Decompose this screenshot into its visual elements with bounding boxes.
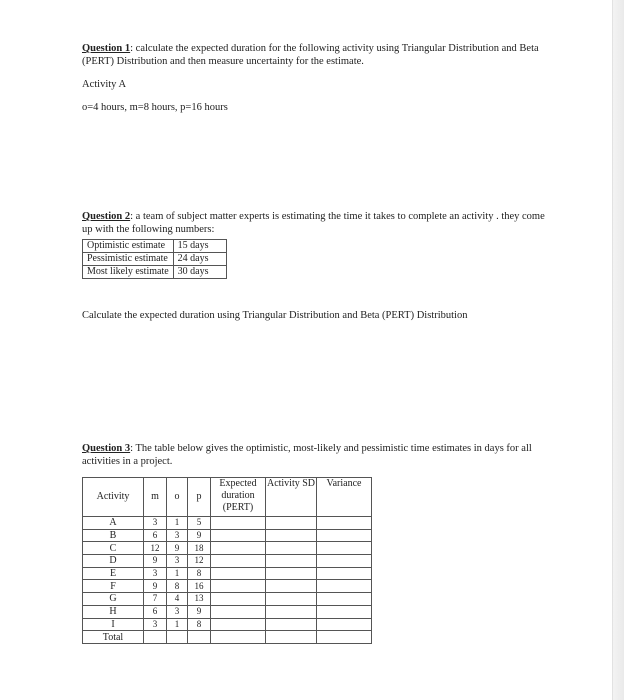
cell-activity: F	[83, 580, 144, 593]
total-label: Total	[83, 631, 144, 644]
total-cell	[211, 631, 266, 644]
total-cell	[317, 631, 372, 644]
header-o: o	[167, 478, 188, 517]
cell-m: 9	[144, 555, 167, 568]
estimate-label: Pessimistic estimate	[83, 253, 174, 266]
cell-expected	[211, 567, 266, 580]
cell-activity: D	[83, 555, 144, 568]
cell-variance	[317, 555, 372, 568]
cell-p: 16	[188, 580, 211, 593]
cell-m: 3	[144, 618, 167, 631]
estimate-value: 30 days	[173, 266, 226, 279]
cell-expected	[211, 555, 266, 568]
question-3	[82, 442, 552, 468]
header-p: p	[188, 478, 211, 517]
question-1-activity: Activity A	[82, 79, 127, 90]
question-2-body: : a team of subject matter experts is estimating the time it takes to complete an activity . they come up with the following numbers:	[82, 211, 545, 235]
total-cell	[144, 631, 167, 644]
table-row	[83, 618, 372, 631]
cell-sd	[266, 517, 317, 530]
header-variance: Variance	[317, 478, 372, 517]
cell-sd	[266, 605, 317, 618]
cell-expected	[211, 542, 266, 555]
table-row	[83, 593, 372, 606]
question-3-title: Question 3	[82, 443, 131, 454]
cell-sd	[266, 567, 317, 580]
cell-p: 13	[188, 593, 211, 606]
cell-activity: I	[83, 618, 144, 631]
cell-variance	[317, 593, 372, 606]
cell-o: 1	[167, 517, 188, 530]
cell-variance	[317, 542, 372, 555]
cell-o: 1	[167, 567, 188, 580]
cell-activity: H	[83, 605, 144, 618]
cell-o: 8	[167, 580, 188, 593]
question-1-body: : calculate the expected duration for the following activity using Triangular Distribution and Beta (PERT) Distribution and then measure uncertainty for the estimate.	[82, 43, 539, 67]
cell-p: 9	[188, 529, 211, 542]
cell-activity: E	[83, 567, 144, 580]
table-row	[83, 517, 372, 530]
question-1	[82, 42, 552, 114]
cell-variance	[317, 567, 372, 580]
cell-m: 12	[144, 542, 167, 555]
cell-expected	[211, 529, 266, 542]
cell-sd	[266, 593, 317, 606]
question-1-params: o=4 hours, m=8 hours, p=16 hours	[82, 102, 228, 113]
header-m: m	[144, 478, 167, 517]
cell-activity: G	[83, 593, 144, 606]
cell-expected	[211, 517, 266, 530]
cell-sd	[266, 618, 317, 631]
table-row	[83, 567, 372, 580]
total-cell	[167, 631, 188, 644]
question-2-calc: Calculate the expected duration using Triangular Distribution and Beta (PERT) Distribution	[82, 310, 468, 321]
cell-m: 6	[144, 529, 167, 542]
cell-p: 18	[188, 542, 211, 555]
cell-o: 3	[167, 555, 188, 568]
total-cell	[266, 631, 317, 644]
table-row	[83, 529, 372, 542]
cell-p: 9	[188, 605, 211, 618]
cell-o: 3	[167, 529, 188, 542]
estimate-value: 15 days	[173, 240, 226, 253]
total-cell	[188, 631, 211, 644]
question-3-text	[82, 442, 552, 468]
total-row	[83, 631, 372, 644]
cell-variance	[317, 529, 372, 542]
table-row	[83, 542, 372, 555]
table-row	[83, 605, 372, 618]
cell-variance	[317, 517, 372, 530]
cell-sd	[266, 580, 317, 593]
table-row	[83, 266, 227, 279]
question-2-text	[82, 210, 552, 236]
estimate-label: Optimistic estimate	[83, 240, 174, 253]
header-sd: Activity SD	[266, 478, 317, 517]
question-2	[82, 210, 552, 279]
cell-activity: C	[83, 542, 144, 555]
table-header-row	[83, 478, 372, 517]
cell-m: 7	[144, 593, 167, 606]
cell-variance	[317, 580, 372, 593]
cell-m: 6	[144, 605, 167, 618]
cell-m: 9	[144, 580, 167, 593]
table-row	[83, 555, 372, 568]
cell-p: 8	[188, 567, 211, 580]
question-3-body: : The table below gives the optimistic, most-likely and pessimistic time estimates in days for all activities in a project.	[82, 443, 532, 467]
cell-p: 8	[188, 618, 211, 631]
cell-m: 3	[144, 517, 167, 530]
question-1-text	[82, 42, 552, 68]
cell-expected	[211, 593, 266, 606]
table-row	[83, 580, 372, 593]
activity-table	[82, 477, 372, 644]
cell-m: 3	[144, 567, 167, 580]
question-1-title: Question 1	[82, 43, 131, 54]
cell-o: 4	[167, 593, 188, 606]
question-2-title: Question 2	[82, 211, 131, 222]
cell-o: 9	[167, 542, 188, 555]
table-row	[83, 240, 227, 253]
estimate-table	[82, 239, 227, 279]
estimate-value: 24 days	[173, 253, 226, 266]
header-activity: Activity	[83, 478, 144, 517]
cell-p: 12	[188, 555, 211, 568]
cell-expected	[211, 618, 266, 631]
cell-variance	[317, 618, 372, 631]
cell-o: 3	[167, 605, 188, 618]
header-expected: Expected duration (PERT)	[211, 478, 266, 517]
estimate-label: Most likely estimate	[83, 266, 174, 279]
cell-expected	[211, 605, 266, 618]
cell-activity: B	[83, 529, 144, 542]
cell-o: 1	[167, 618, 188, 631]
cell-p: 5	[188, 517, 211, 530]
table-row	[83, 253, 227, 266]
cell-activity: A	[83, 517, 144, 530]
cell-sd	[266, 529, 317, 542]
cell-expected	[211, 580, 266, 593]
page-edge-shadow	[612, 0, 624, 700]
cell-sd	[266, 555, 317, 568]
cell-variance	[317, 605, 372, 618]
cell-sd	[266, 542, 317, 555]
